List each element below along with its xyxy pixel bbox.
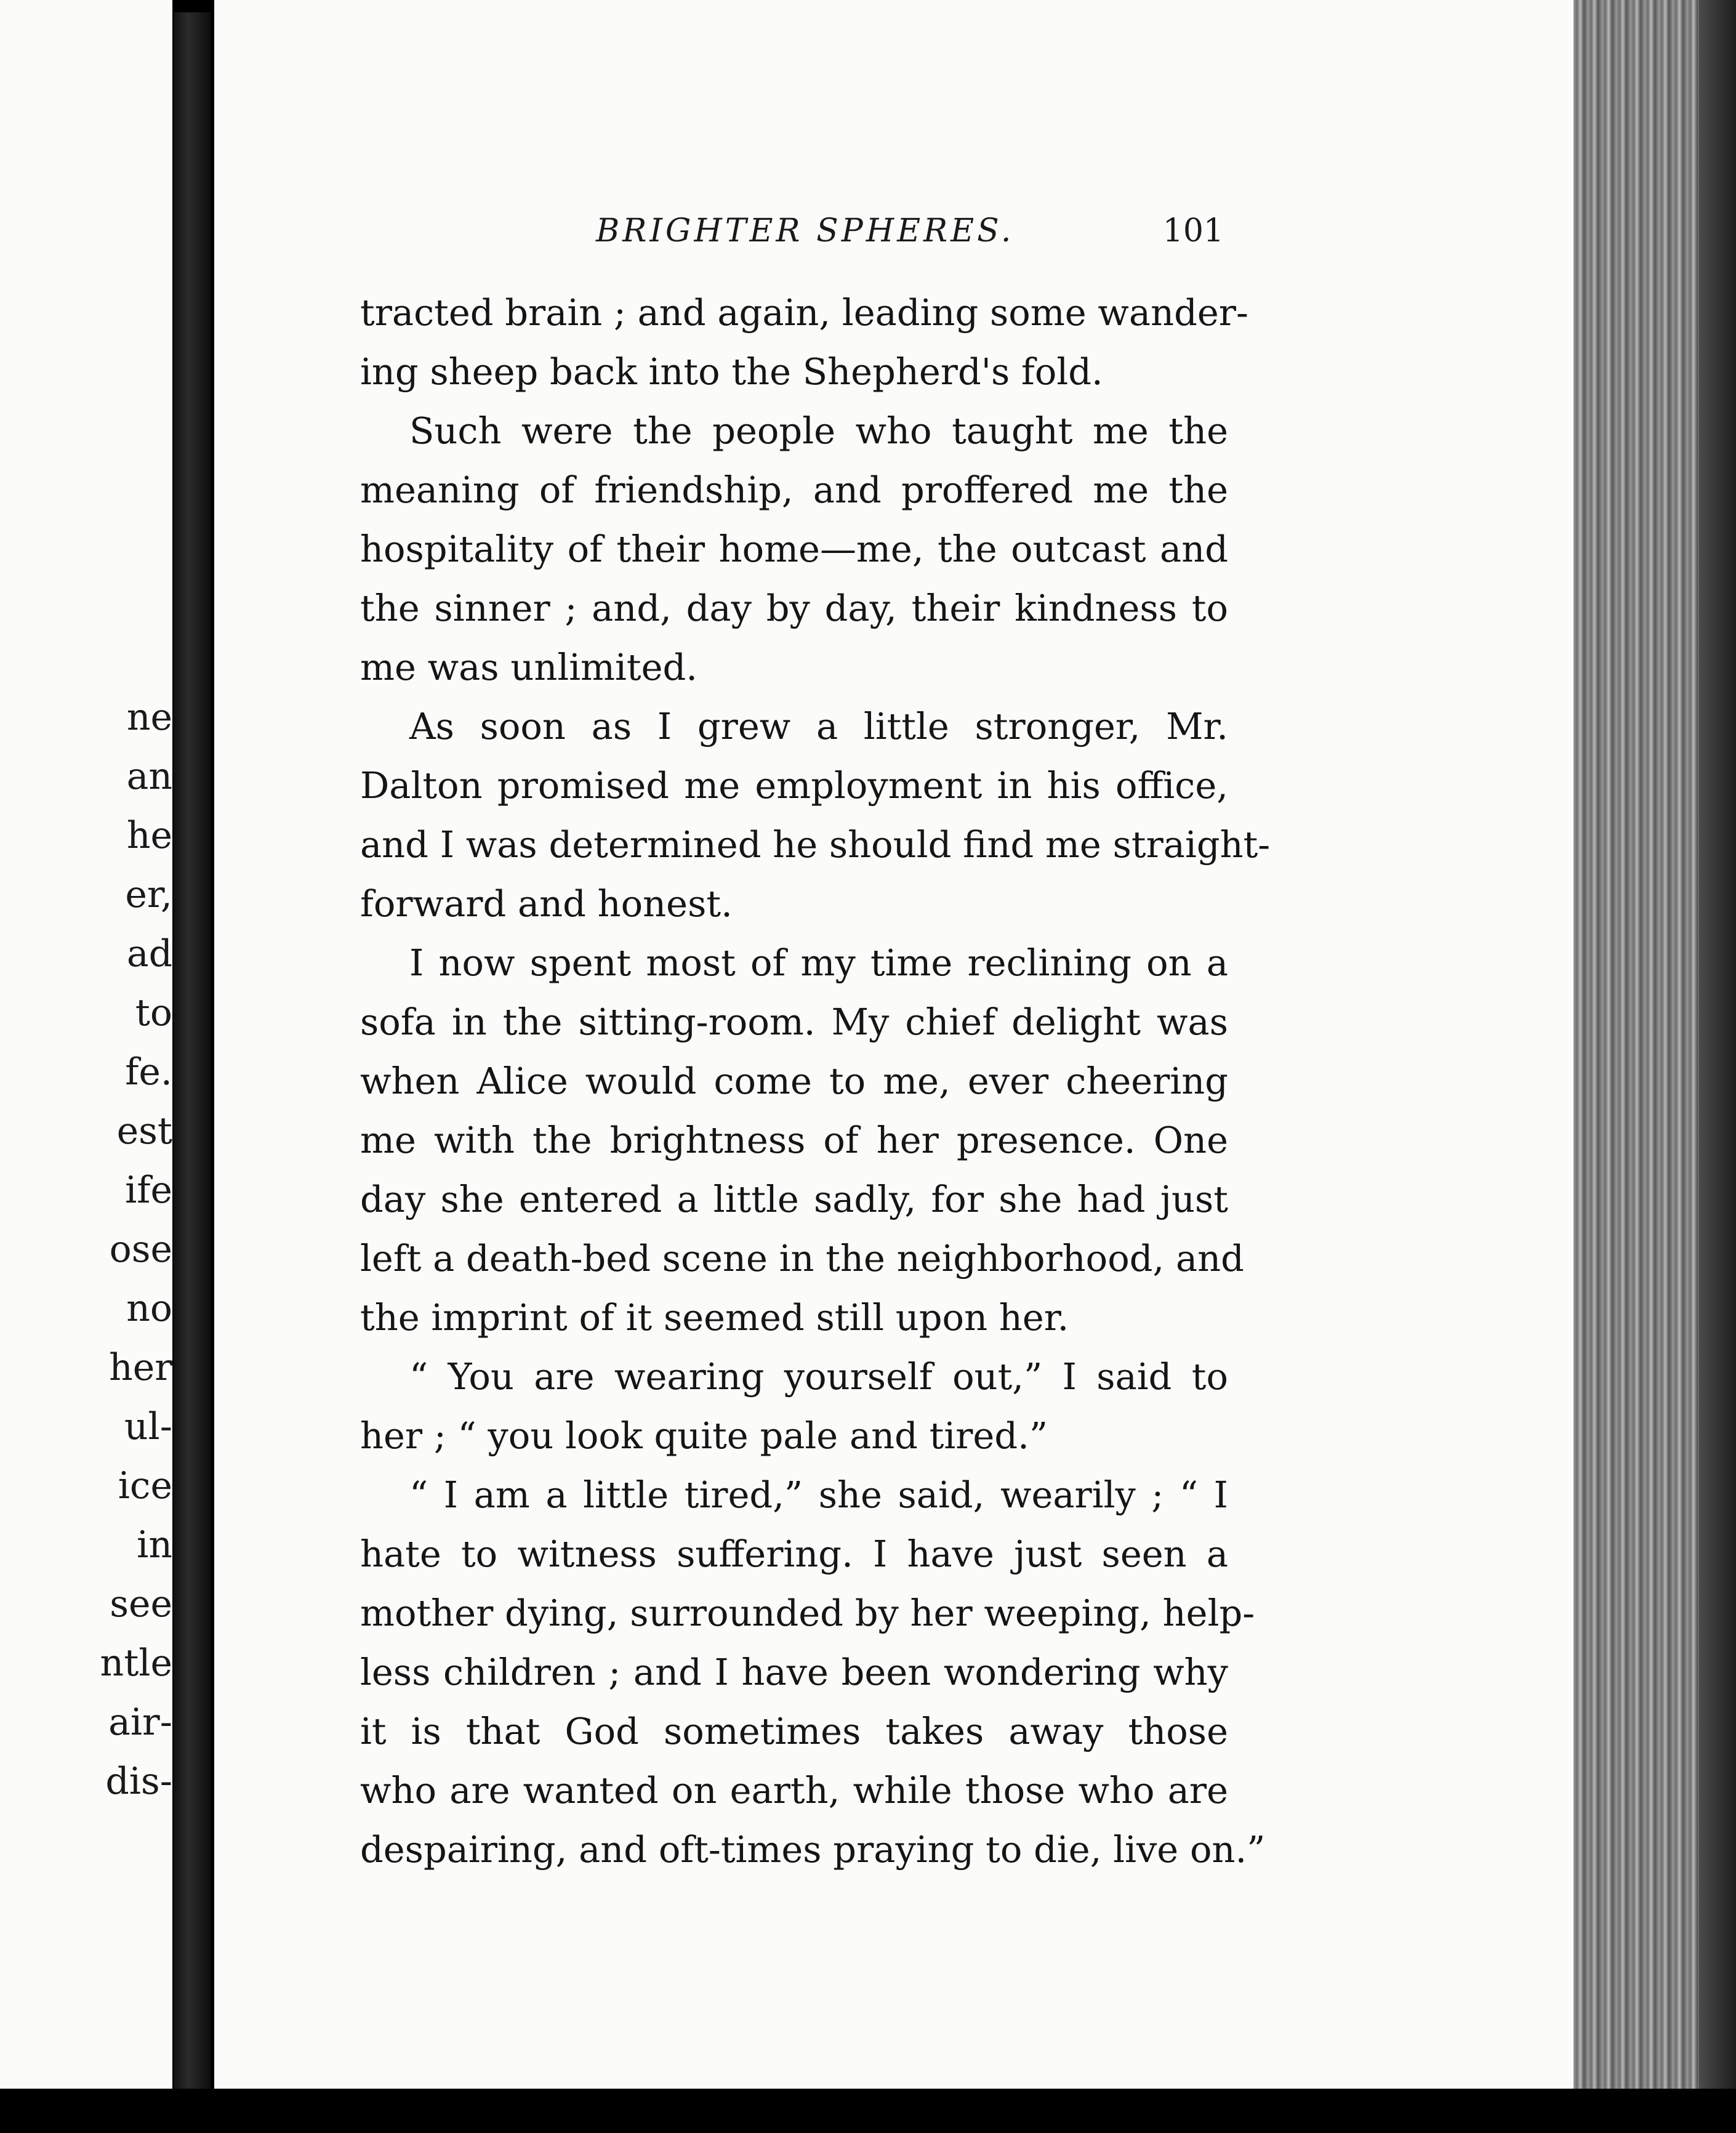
text-line: and I was determined he should find me straight- (360, 823, 1271, 866)
page-header (596, 212, 1224, 262)
running-head: BRIGHTER SPHERES. (596, 212, 1015, 249)
paragraph (360, 933, 1244, 1347)
facing-fragment: ice (118, 1464, 172, 1507)
paragraph (360, 1347, 1228, 1466)
text-line: As soon as I grew a little stronger, Mr. (409, 705, 1228, 748)
facing-page (0, 0, 172, 2094)
facing-fragment: to (135, 991, 172, 1034)
facing-fragment: ad (126, 932, 172, 975)
facing-fragment: no (126, 1287, 172, 1330)
text-line: “ I am a little tired,” she said, wearily ; “ I (409, 1474, 1228, 1516)
facing-fragment: dis- (105, 1760, 172, 1803)
text-line: forward and honest. (360, 882, 733, 925)
text-line: left a death-bed scene in the neighborhood, and (360, 1237, 1244, 1280)
text-line: who are wanted on earth, while those who are (360, 1769, 1228, 1812)
text-line: Such were the people who taught me the (409, 409, 1228, 452)
text-line: me was unlimited. (360, 646, 698, 688)
facing-fragment: ne (126, 696, 172, 739)
text-line: hate to witness suffering. I have just seen a (360, 1533, 1228, 1575)
facing-fragment: est (116, 1110, 172, 1153)
page-number: 101 (1162, 212, 1224, 249)
paragraph (360, 401, 1228, 697)
paragraph (360, 697, 1271, 933)
facing-fragment: he (126, 814, 172, 857)
facing-fragment: ul- (124, 1405, 172, 1448)
text-line: despairing, and oft-times praying to die, live on.” (360, 1828, 1266, 1871)
text-line: tracted brain ; and again, leading some wander- (360, 291, 1248, 334)
facing-fragment: ose (109, 1228, 172, 1271)
text-line: I now spent most of my time reclining on a (409, 942, 1228, 984)
paragraph (360, 283, 1248, 401)
text-line: hospitality of their home—me, the outcast and (360, 528, 1228, 570)
text-line: when Alice would come to me, ever cheering (360, 1060, 1228, 1102)
facing-fragment: fe. (125, 1050, 172, 1094)
facing-fragment: er, (125, 873, 172, 916)
text-line: less children ; and I have been wondering why (360, 1651, 1228, 1693)
text-line: the sinner ; and, day by day, their kindness to (360, 587, 1228, 629)
facing-fragment: ntle (100, 1642, 172, 1685)
text-line: mother dying, surrounded by her weeping, help- (360, 1592, 1255, 1634)
book-gutter (174, 12, 211, 2118)
text-line: sofa in the sitting-room. My chief delight was (360, 1001, 1228, 1043)
text-line: “ You are wearing yourself out,” I said to (409, 1355, 1228, 1398)
facing-fragment: an (126, 755, 172, 798)
text-line: Dalton promised me employment in his office, (360, 764, 1228, 807)
text-line: ing sheep back into the Shepherd's fold. (360, 350, 1103, 393)
text-line: it is that God sometimes takes away those (360, 1710, 1228, 1752)
paragraph (360, 1466, 1266, 1879)
facing-fragment: in (137, 1523, 172, 1566)
facing-fragment: her (109, 1346, 172, 1389)
text-line: me with the brightness of her presence. One (360, 1119, 1228, 1161)
text-line: the imprint of it seemed still upon her. (360, 1296, 1069, 1339)
facing-fragment: air- (108, 1701, 172, 1744)
body-text (360, 283, 1271, 1879)
text-line: meaning of friendship, and proffered me the (360, 469, 1228, 511)
text-line: her ; “ you look quite pale and tired.” (360, 1414, 1048, 1457)
facing-fragment: see (110, 1583, 172, 1626)
text-line: day she entered a little sadly, for she had just (360, 1178, 1228, 1220)
page-stack-edge (1573, 0, 1736, 2118)
facing-fragment: ife (125, 1169, 172, 1212)
scan-bottom-border (0, 2089, 1736, 2133)
